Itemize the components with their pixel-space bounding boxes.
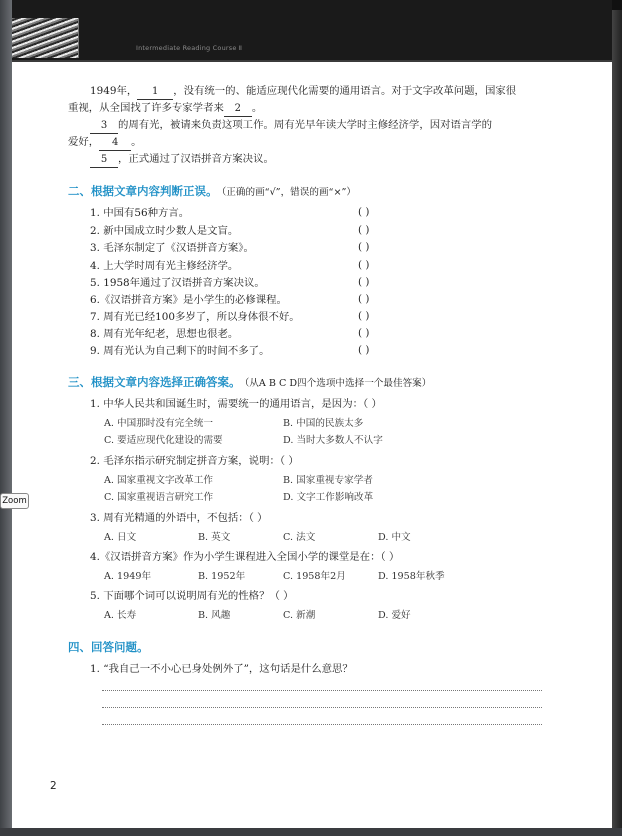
mc-option-a[interactable]: A. 国家重视文字改革工作 xyxy=(104,475,213,486)
mc-option-c[interactable]: C. 要适应现代化建设的需要 xyxy=(104,435,223,446)
header-title: Intermediate Reading Course Ⅱ xyxy=(136,44,243,52)
blank-3: 3 xyxy=(90,119,118,134)
mc-question: 4.《汉语拼音方案》作为小学生课程进入全国小学的课堂是在：（ ） xyxy=(90,551,400,563)
mc-question: 1. 中华人民共和国诞生时，需要统一的通用语言，是因为：（ ） xyxy=(90,398,382,410)
tf-answer-parens[interactable]: ( ) xyxy=(358,241,370,253)
passage-text: 的周有光，被请来负责这项工作。周有光早年读大学时主修经济学，因对语言学的 xyxy=(118,119,493,131)
passage-text: 爱好， xyxy=(68,136,100,148)
section-3-note: （从A B C D四个选项中选择一个最佳答案） xyxy=(244,378,432,389)
mc-option-c[interactable]: C. 法文 xyxy=(283,532,316,543)
mc-option-b[interactable]: B. 中国的民族太多 xyxy=(283,418,364,429)
passage-text: ，正式通过了汉语拼音方案决议。 xyxy=(118,153,274,165)
section-3-heading xyxy=(68,374,431,390)
tf-answer-parens[interactable]: ( ) xyxy=(358,293,370,305)
zoom-button[interactable]: Zoom xyxy=(0,493,29,509)
header-rule xyxy=(12,60,612,62)
passage-line-1 xyxy=(90,84,516,100)
mc-option-d[interactable]: D. 中文 xyxy=(378,532,411,543)
tf-item: 4. 上大学时周有光主修经济学。 xyxy=(90,260,239,272)
tf-item: 3. 毛泽东制定了《汉语拼音方案》。 xyxy=(90,242,254,254)
mc-question: 3. 周有光精通的外语中，不包括：（ ） xyxy=(90,512,268,524)
tf-answer-parens[interactable]: ( ) xyxy=(358,224,370,236)
mc-option-a[interactable]: A. 长寿 xyxy=(104,610,137,621)
passage-text: 。 xyxy=(251,102,263,114)
mc-option-d[interactable]: D. 文字工作影响改革 xyxy=(283,492,374,503)
mc-option-d[interactable]: D. 爱好 xyxy=(378,610,411,621)
tf-item: 1. 中国有56种方言。 xyxy=(90,207,190,219)
mc-option-b[interactable]: B. 风趣 xyxy=(198,610,231,621)
tf-answer-parens[interactable]: ( ) xyxy=(358,276,370,288)
tf-answer-parens[interactable]: ( ) xyxy=(358,310,370,322)
tf-answer-parens[interactable]: ( ) xyxy=(358,259,370,271)
mc-option-b[interactable]: B. 1952年 xyxy=(198,571,246,582)
tf-answer-parens[interactable]: ( ) xyxy=(358,327,370,339)
mc-option-c[interactable]: C. 新潮 xyxy=(283,610,316,621)
section-4-heading: 四、回答问题。 xyxy=(68,640,149,654)
tf-answer-parens[interactable]: ( ) xyxy=(358,344,370,356)
mc-option-b[interactable]: B. 国家重视专家学者 xyxy=(283,475,373,486)
answer-line[interactable] xyxy=(102,724,542,725)
passage-text: ，没有统一的、能适应现代化需要的通用语言。对于文字改革问题，国家很 xyxy=(173,85,517,97)
viewer-bottom-margin xyxy=(0,828,622,836)
mc-option-b[interactable]: B. 英文 xyxy=(198,532,231,543)
mc-question: 5. 下面哪个词可以说明周有光的性格？（ ） xyxy=(90,590,294,602)
section-3-title: 三、根据文章内容选择正确答案。 xyxy=(68,375,241,389)
answer-line[interactable] xyxy=(102,707,542,708)
page-header-band xyxy=(12,0,612,60)
tf-item: 2. 新中国成立时少数人是文盲。 xyxy=(90,225,239,237)
header-image xyxy=(12,18,79,58)
tf-item: 8. 周有光年纪老，思想也很老。 xyxy=(90,328,239,340)
answer-line[interactable] xyxy=(102,690,542,691)
mc-option-c[interactable]: C. 1958年2月 xyxy=(283,571,346,582)
blank-2: 2 xyxy=(224,102,252,117)
mc-option-a[interactable]: A. 1949年 xyxy=(104,571,152,582)
mc-option-d[interactable]: D. 1958年秋季 xyxy=(378,571,445,582)
passage-text: 。 xyxy=(131,136,142,148)
passage-text: 重视，从全国找了许多专家学者来 xyxy=(68,102,224,114)
mc-question: 2. 毛泽东指示研究制定拼音方案，说明：（ ） xyxy=(90,455,299,467)
tf-item: 6.《汉语拼音方案》是小学生的必修课程。 xyxy=(90,294,287,306)
section-2-note: （正确的画“√”，错误的画“×”） xyxy=(221,187,357,198)
blank-4: 4 xyxy=(99,136,131,151)
passage-line-4 xyxy=(68,135,142,151)
blank-5: 5 xyxy=(90,153,118,168)
viewer-corner xyxy=(612,0,622,10)
tf-item: 5. 1958年通过了汉语拼音方案决议。 xyxy=(90,277,265,289)
tf-answer-parens[interactable]: ( ) xyxy=(358,206,370,218)
viewer-left-margin xyxy=(0,0,12,836)
passage-line-2 xyxy=(68,101,262,117)
mc-option-a[interactable]: A. 日文 xyxy=(104,532,137,543)
tf-item: 7. 周有光已经100多岁了，所以身体很不好。 xyxy=(90,311,300,323)
open-question: 1. “我自己一不小心已身处例外了”，这句话是什么意思？ xyxy=(90,663,353,675)
mc-option-a[interactable]: A. 中国那时没有完全统一 xyxy=(104,418,213,429)
document-page xyxy=(12,0,612,828)
tf-item: 9. 周有光认为自己剩下的时间不多了。 xyxy=(90,345,270,357)
page-number: 2 xyxy=(50,780,57,792)
section-2-heading xyxy=(68,183,356,199)
blank-1: 1 xyxy=(137,85,173,100)
passage-line-3 xyxy=(90,118,492,134)
mc-option-c[interactable]: C. 国家重视语言研究工作 xyxy=(104,492,214,503)
mc-option-d[interactable]: D. 当时大多数人不认字 xyxy=(283,435,383,446)
section-2-title: 二、根据文章内容判断正误。 xyxy=(68,184,218,198)
passage-line-5 xyxy=(90,152,274,168)
passage-text: 1949年， xyxy=(90,85,138,97)
viewer-right-scrollbar[interactable] xyxy=(612,0,622,836)
